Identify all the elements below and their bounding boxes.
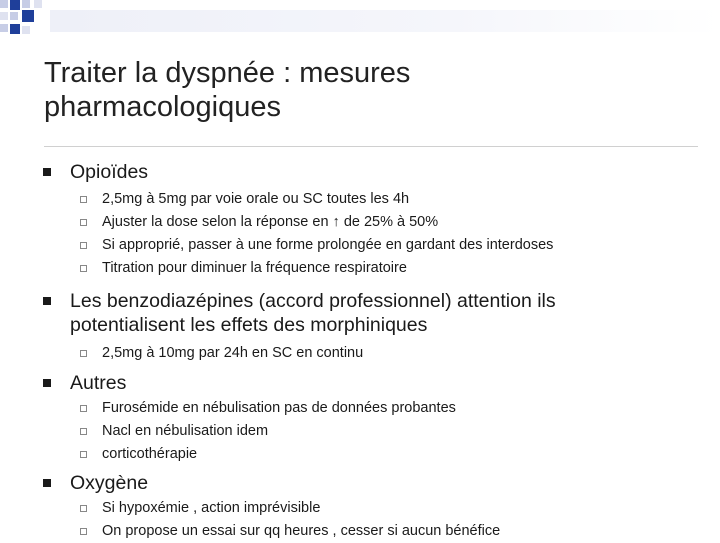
slide-content [40, 160, 700, 543]
corner-square-1 [0, 0, 8, 8]
corner-square-7 [22, 10, 34, 22]
bullet-heading-line1: Les benzodiazépines (accord professionnel) attention ils [70, 290, 556, 312]
sub-bullet-text: Nacl en nébulisation idem [102, 423, 269, 439]
bullet-benzodiazepines [40, 289, 700, 337]
hollow-square-bullet-icon [80, 505, 87, 512]
hollow-square-bullet-icon [80, 350, 87, 357]
corner-square-3 [22, 0, 30, 8]
sub-bullet-text: Si approprié, passer à une forme prolongée en gardant des interdoses [102, 237, 554, 253]
sub-bullet-text: Si hypoxémie , action imprévisible [102, 500, 321, 516]
bullet-heading: Oxygène [70, 472, 149, 494]
bullet-oxygene [40, 471, 700, 495]
hollow-square-bullet-icon [80, 451, 87, 458]
slide-title-line2: pharmacologiques [44, 91, 281, 123]
header-band [50, 10, 720, 32]
hollow-square-bullet-icon [80, 196, 87, 203]
bullet-opioides [40, 160, 700, 184]
sub-bullet-text: 2,5mg à 10mg par 24h en SC en continu [102, 345, 364, 361]
sub-bullet [40, 397, 700, 420]
sub-bullet [40, 497, 700, 520]
sub-bullet [40, 234, 700, 257]
hollow-square-bullet-icon [80, 219, 87, 226]
corner-square-10 [22, 26, 30, 34]
sub-bullet [40, 342, 700, 365]
square-bullet-icon [43, 379, 51, 387]
sub-bullet-text: 2,5mg à 5mg par voie orale ou SC toutes les 4h [102, 191, 410, 207]
sub-bullet [40, 188, 700, 211]
hollow-square-bullet-icon [80, 428, 87, 435]
hollow-square-bullet-icon [80, 265, 87, 272]
slide-title-line1: Traiter la dyspnée : mesures [44, 57, 411, 89]
hollow-square-bullet-icon [80, 528, 87, 535]
hollow-square-bullet-icon [80, 405, 87, 412]
sub-bullet-text: Titration pour diminuer la fréquence respiratoire [102, 260, 407, 276]
bullet-heading: Autres [70, 372, 127, 394]
corner-square-6 [10, 12, 18, 20]
square-bullet-icon [43, 479, 51, 487]
sub-bullet-text: On propose un essai sur qq heures , cesser si aucun bénéfice [102, 523, 501, 539]
square-bullet-icon [43, 297, 51, 305]
sub-bullet [40, 443, 700, 466]
bullet-heading-line2: potentialisent les effets des morphiniques [70, 314, 428, 336]
corner-square-8 [10, 24, 20, 34]
hollow-square-bullet-icon [80, 242, 87, 249]
sub-bullet [40, 257, 700, 280]
slide-title [44, 56, 664, 124]
corner-square-4 [34, 0, 42, 8]
sub-bullet-text: Ajuster la dose selon la réponse en ↑ de 25% à 50% [102, 214, 439, 230]
title-divider [44, 146, 698, 147]
bullet-heading: Opioïdes [70, 161, 149, 183]
square-bullet-icon [43, 168, 51, 176]
bullet-autres [40, 371, 700, 395]
sub-bullet [40, 211, 700, 234]
sub-bullet [40, 420, 700, 443]
corner-square-9 [0, 24, 8, 32]
sub-bullet-text: Furosémide en nébulisation pas de données probantes [102, 400, 456, 416]
corner-square-2 [10, 0, 20, 10]
sub-bullet-text: corticothérapie [102, 446, 198, 462]
corner-square-5 [0, 12, 8, 20]
